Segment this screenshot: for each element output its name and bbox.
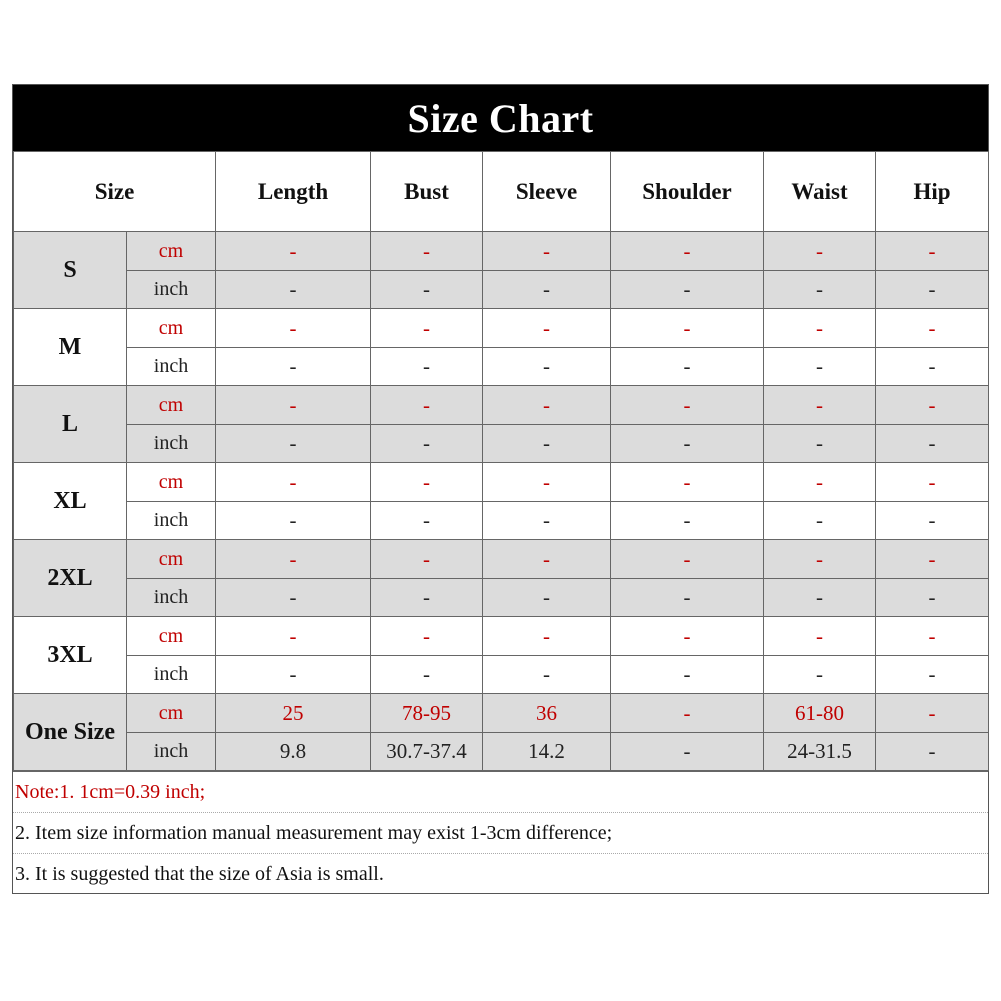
cell-cm: -	[611, 386, 764, 425]
cell-cm: -	[611, 463, 764, 502]
cell-cm: -	[483, 617, 611, 656]
unit-label-inch: inch	[127, 502, 216, 540]
cell-inch: -	[764, 502, 876, 540]
cell-cm: -	[216, 463, 371, 502]
column-header: Shoulder	[611, 152, 764, 232]
size-label: 3XL	[14, 617, 127, 694]
size-label: XL	[14, 463, 127, 540]
cell-inch: -	[876, 502, 989, 540]
cell-cm: -	[611, 540, 764, 579]
notes	[13, 771, 988, 893]
note-line: 2. Item size information manual measurement may exist 1-3cm difference;	[13, 813, 988, 854]
cell-cm: 36	[483, 694, 611, 733]
size-row-inch	[14, 425, 989, 463]
note-line: 3. It is suggested that the size of Asia is small.	[15, 863, 384, 885]
cell-inch: -	[371, 579, 483, 617]
cell-inch: -	[483, 656, 611, 694]
size-row-cm	[14, 540, 989, 579]
cell-cm: -	[611, 232, 764, 271]
cell-inch: -	[876, 348, 989, 386]
cell-cm: 78-95	[371, 694, 483, 733]
cell-inch: -	[483, 425, 611, 463]
cell-inch: -	[611, 271, 764, 309]
cell-inch: -	[611, 425, 764, 463]
cell-inch: -	[371, 656, 483, 694]
cell-cm: -	[483, 386, 611, 425]
unit-label-inch: inch	[127, 579, 216, 617]
unit-label-cm: cm	[127, 309, 216, 348]
cell-inch: -	[876, 656, 989, 694]
cell-inch: -	[483, 502, 611, 540]
unit-label-inch: inch	[127, 425, 216, 463]
cell-inch: -	[764, 348, 876, 386]
cell-inch: -	[216, 579, 371, 617]
header-row	[14, 152, 989, 232]
cell-inch: -	[876, 579, 989, 617]
cell-inch: 14.2	[483, 733, 611, 771]
cell-inch: -	[371, 425, 483, 463]
cell-cm: -	[764, 309, 876, 348]
cell-cm: 61-80	[764, 694, 876, 733]
column-header: Waist	[764, 152, 876, 232]
cell-cm: -	[876, 617, 989, 656]
size-row-cm	[14, 694, 989, 733]
cell-cm: -	[371, 232, 483, 271]
unit-label-cm: cm	[127, 694, 216, 733]
cell-cm: -	[764, 463, 876, 502]
size-label: L	[14, 386, 127, 463]
cell-cm: -	[371, 386, 483, 425]
size-label: One Size	[14, 694, 127, 771]
cell-inch: -	[216, 348, 371, 386]
unit-label-cm: cm	[127, 386, 216, 425]
cell-inch: -	[611, 579, 764, 617]
cell-cm: -	[876, 309, 989, 348]
cell-cm: -	[764, 232, 876, 271]
cell-inch: -	[483, 271, 611, 309]
column-header: Sleeve	[483, 152, 611, 232]
cell-cm: -	[876, 386, 989, 425]
column-header: Length	[216, 152, 371, 232]
size-row-cm	[14, 386, 989, 425]
unit-label-inch: inch	[127, 656, 216, 694]
size-row-cm	[14, 309, 989, 348]
cell-cm: -	[371, 617, 483, 656]
cell-cm: -	[371, 463, 483, 502]
cell-cm: -	[216, 540, 371, 579]
unit-label-cm: cm	[127, 232, 216, 271]
cell-cm: -	[216, 386, 371, 425]
cell-inch: 9.8	[216, 733, 371, 771]
unit-label-inch: inch	[127, 348, 216, 386]
chart-title: Size Chart	[13, 85, 988, 151]
cell-cm: -	[483, 463, 611, 502]
cell-inch: -	[764, 271, 876, 309]
cell-inch: -	[371, 271, 483, 309]
cell-cm: 25	[216, 694, 371, 733]
cell-cm: -	[876, 540, 989, 579]
cell-cm: -	[611, 694, 764, 733]
unit-label-cm: cm	[127, 617, 216, 656]
cell-cm: -	[876, 694, 989, 733]
size-header: Size	[14, 152, 216, 232]
cell-inch: -	[216, 502, 371, 540]
unit-label-cm: cm	[127, 540, 216, 579]
cell-cm: -	[764, 386, 876, 425]
column-header: Bust	[371, 152, 483, 232]
size-row-inch	[14, 733, 989, 771]
cell-inch: -	[611, 502, 764, 540]
cell-inch: -	[371, 348, 483, 386]
cell-inch: -	[216, 271, 371, 309]
cell-inch: -	[216, 656, 371, 694]
size-row-inch	[14, 271, 989, 309]
size-row-inch	[14, 348, 989, 386]
cell-inch: -	[483, 348, 611, 386]
cell-inch: -	[611, 733, 764, 771]
cell-cm: -	[764, 617, 876, 656]
cell-inch: -	[876, 733, 989, 771]
size-row-cm	[14, 463, 989, 502]
cell-inch: -	[876, 271, 989, 309]
cell-cm: -	[216, 617, 371, 656]
cell-cm: -	[371, 309, 483, 348]
unit-label-inch: inch	[127, 733, 216, 771]
size-row-inch	[14, 502, 989, 540]
cell-inch: 30.7-37.4	[371, 733, 483, 771]
cell-inch: -	[611, 348, 764, 386]
size-label: M	[14, 309, 127, 386]
unit-label-cm: cm	[127, 463, 216, 502]
cell-cm: -	[483, 309, 611, 348]
column-header: Hip	[876, 152, 989, 232]
cell-inch: -	[371, 502, 483, 540]
cell-cm: -	[611, 309, 764, 348]
size-row-inch	[14, 656, 989, 694]
cell-inch: -	[764, 579, 876, 617]
size-row-cm	[14, 232, 989, 271]
unit-label-inch: inch	[127, 271, 216, 309]
cell-cm: -	[483, 540, 611, 579]
cell-cm: -	[216, 309, 371, 348]
cell-inch: -	[611, 656, 764, 694]
size-table	[13, 151, 989, 771]
cell-cm: -	[876, 232, 989, 271]
size-row-cm	[14, 617, 989, 656]
cell-inch: -	[876, 425, 989, 463]
cell-cm: -	[483, 232, 611, 271]
size-row-inch	[14, 579, 989, 617]
cell-inch: -	[216, 425, 371, 463]
cell-cm: -	[216, 232, 371, 271]
cell-inch: -	[483, 579, 611, 617]
size-label: S	[14, 232, 127, 309]
size-chart	[12, 84, 989, 894]
cell-inch: -	[764, 656, 876, 694]
cell-cm: -	[876, 463, 989, 502]
cell-cm: -	[764, 540, 876, 579]
cell-cm: -	[371, 540, 483, 579]
size-label: 2XL	[14, 540, 127, 617]
note-line: Note:1. 1cm=0.39 inch;	[13, 772, 988, 813]
cell-inch: -	[764, 425, 876, 463]
cell-cm: -	[611, 617, 764, 656]
size-rows	[14, 232, 989, 771]
cell-inch: 24-31.5	[764, 733, 876, 771]
